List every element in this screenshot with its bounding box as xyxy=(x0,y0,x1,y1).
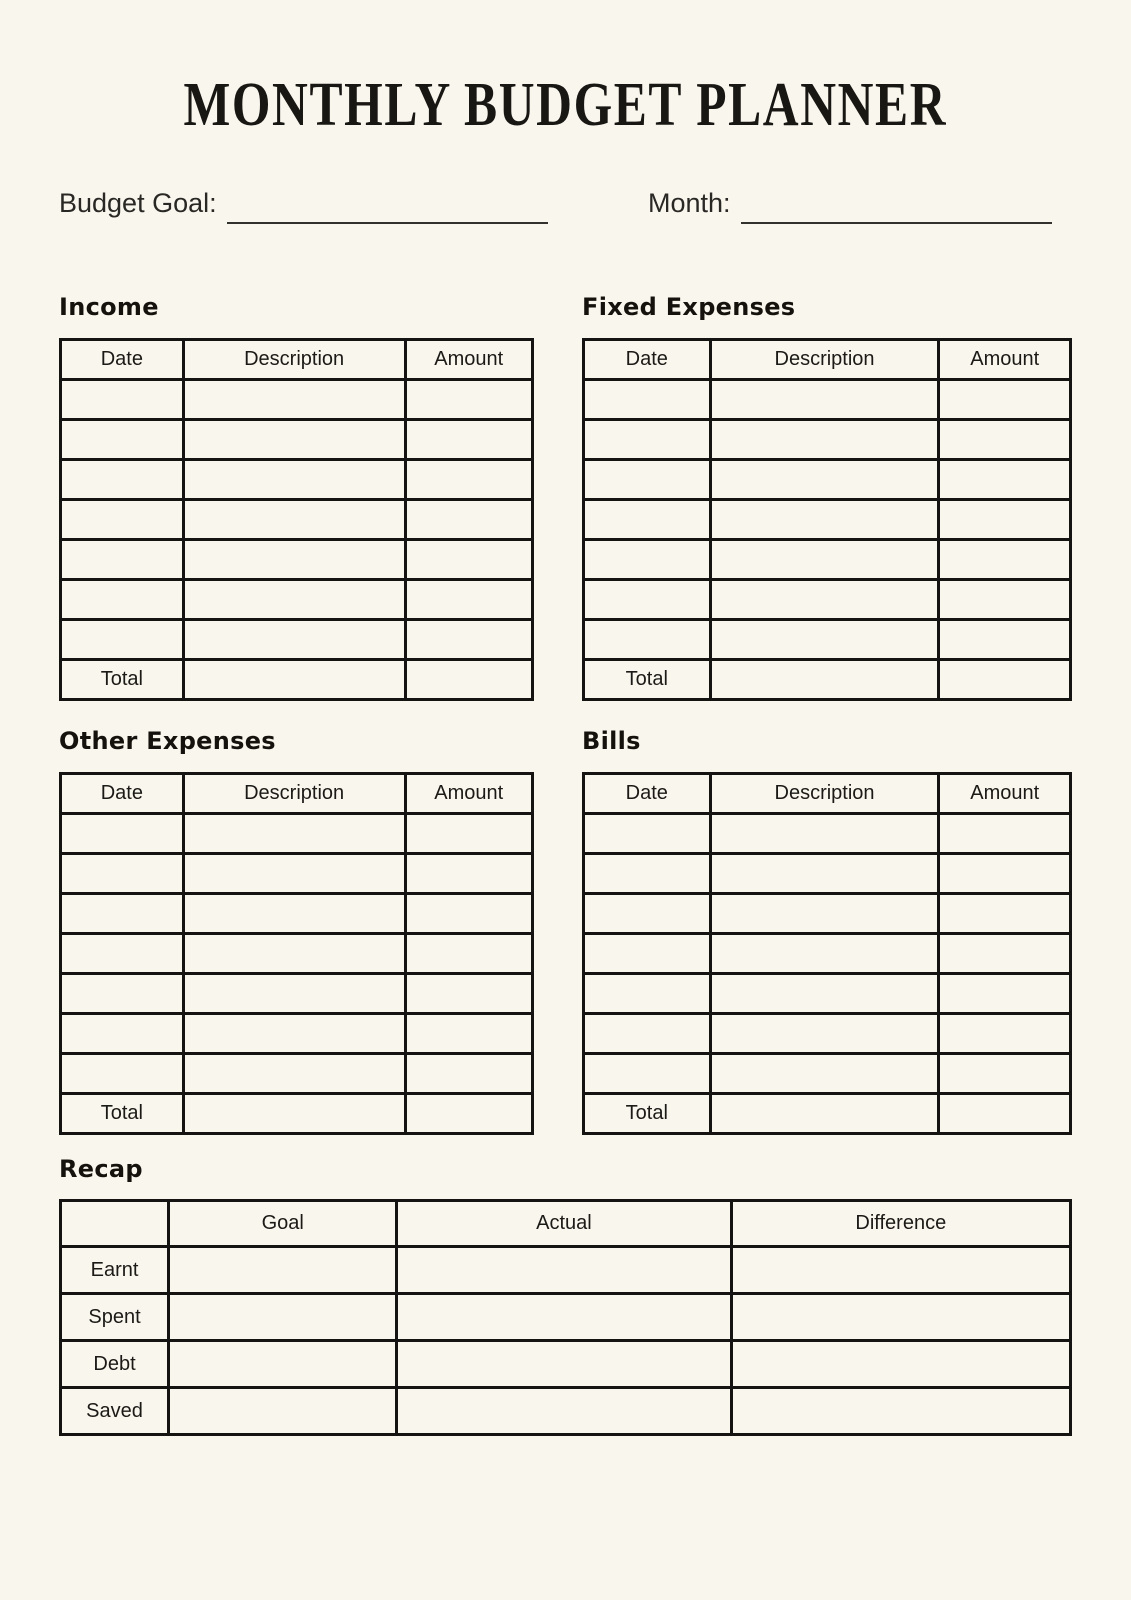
empty-cell xyxy=(183,1053,405,1093)
empty-cell xyxy=(61,933,184,973)
empty-cell xyxy=(61,459,184,499)
empty-row xyxy=(584,619,1071,659)
fixed-expenses-section xyxy=(582,293,1072,701)
empty-row xyxy=(61,379,533,419)
empty-cell xyxy=(405,973,532,1013)
empty-cell xyxy=(584,579,711,619)
total-row xyxy=(61,1093,533,1133)
header-fields xyxy=(59,186,1072,221)
income-section xyxy=(59,293,534,701)
empty-cell xyxy=(939,419,1071,459)
recap-row xyxy=(61,1341,1071,1388)
empty-cell xyxy=(183,579,405,619)
empty-cell xyxy=(405,619,532,659)
column-header-amount: Amount xyxy=(939,339,1071,379)
empty-cell xyxy=(710,1053,939,1093)
empty-cell xyxy=(397,1294,731,1341)
empty-cell xyxy=(939,1053,1071,1093)
empty-cell xyxy=(169,1341,397,1388)
empty-cell xyxy=(939,973,1071,1013)
budget-goal-field xyxy=(59,186,548,221)
empty-cell xyxy=(405,499,532,539)
empty-cell xyxy=(183,1013,405,1053)
empty-row xyxy=(61,459,533,499)
empty-cell xyxy=(939,853,1071,893)
empty-cell xyxy=(939,893,1071,933)
empty-row xyxy=(584,813,1071,853)
empty-cell xyxy=(731,1294,1070,1341)
bills-section-title: Bills xyxy=(582,726,641,755)
empty-cell xyxy=(397,1341,731,1388)
tables-grid xyxy=(59,293,1072,1135)
empty-cell xyxy=(405,459,532,499)
empty-row xyxy=(61,893,533,933)
column-header-amount: Amount xyxy=(405,773,532,813)
empty-cell xyxy=(584,933,711,973)
empty-cell xyxy=(584,539,711,579)
column-header-date: Date xyxy=(61,339,184,379)
recap-corner-cell xyxy=(61,1201,169,1247)
empty-cell xyxy=(939,459,1071,499)
empty-cell xyxy=(939,539,1071,579)
column-header-amount: Amount xyxy=(405,339,532,379)
total-value-cell xyxy=(183,1093,405,1133)
empty-cell xyxy=(61,853,184,893)
empty-cell xyxy=(710,499,939,539)
empty-cell xyxy=(405,379,532,419)
empty-cell xyxy=(183,853,405,893)
recap-row xyxy=(61,1247,1071,1294)
total-label-cell: Total xyxy=(584,1093,711,1133)
empty-cell xyxy=(584,893,711,933)
total-row xyxy=(61,659,533,699)
recap-column-goal: Goal xyxy=(169,1201,397,1247)
empty-cell xyxy=(584,619,711,659)
empty-cell xyxy=(584,853,711,893)
empty-cell xyxy=(731,1341,1070,1388)
empty-cell xyxy=(939,619,1071,659)
empty-cell xyxy=(939,379,1071,419)
empty-cell xyxy=(405,933,532,973)
total-value-cell xyxy=(939,1093,1071,1133)
bills-section xyxy=(582,727,1072,1135)
empty-row xyxy=(61,579,533,619)
empty-cell xyxy=(710,893,939,933)
empty-cell xyxy=(405,813,532,853)
empty-cell xyxy=(61,813,184,853)
column-header-date: Date xyxy=(584,339,711,379)
empty-cell xyxy=(169,1388,397,1435)
empty-cell xyxy=(61,579,184,619)
empty-cell xyxy=(939,933,1071,973)
empty-row xyxy=(61,853,533,893)
total-value-cell xyxy=(405,1093,532,1133)
empty-row xyxy=(61,973,533,1013)
recap-section xyxy=(59,1155,1072,1437)
total-label-cell: Total xyxy=(61,659,184,699)
other-expenses-section xyxy=(59,727,534,1135)
empty-cell xyxy=(710,973,939,1013)
empty-cell xyxy=(939,1013,1071,1053)
recap-row-label: Debt xyxy=(61,1341,169,1388)
income-section-title: Income xyxy=(59,293,159,322)
fixed-expenses-table xyxy=(582,338,1072,701)
month-fill-line xyxy=(741,222,1052,224)
empty-cell xyxy=(710,579,939,619)
empty-row xyxy=(584,1013,1071,1053)
other-expenses-header-row xyxy=(61,773,533,813)
empty-cell xyxy=(731,1247,1070,1294)
empty-row xyxy=(61,539,533,579)
total-row xyxy=(584,1093,1071,1133)
empty-cell xyxy=(584,459,711,499)
empty-cell xyxy=(183,933,405,973)
empty-row xyxy=(584,379,1071,419)
empty-row xyxy=(61,813,533,853)
empty-cell xyxy=(61,973,184,1013)
recap-row xyxy=(61,1388,1071,1435)
column-header-amount: Amount xyxy=(939,773,1071,813)
empty-cell xyxy=(183,813,405,853)
empty-cell xyxy=(397,1388,731,1435)
empty-row xyxy=(584,539,1071,579)
total-value-cell xyxy=(710,659,939,699)
fixed-expenses-header-row xyxy=(584,339,1071,379)
page-title-text: MONTHLY BUDGET PLANNER xyxy=(183,71,948,139)
empty-row xyxy=(61,419,533,459)
empty-cell xyxy=(584,1053,711,1093)
empty-cell xyxy=(169,1247,397,1294)
empty-cell xyxy=(584,1013,711,1053)
empty-cell xyxy=(405,853,532,893)
empty-cell xyxy=(61,619,184,659)
empty-row xyxy=(584,933,1071,973)
empty-cell xyxy=(939,499,1071,539)
empty-row xyxy=(61,1053,533,1093)
empty-row xyxy=(584,893,1071,933)
empty-cell xyxy=(584,973,711,1013)
empty-cell xyxy=(939,579,1071,619)
empty-row xyxy=(61,499,533,539)
recap-row-label: Saved xyxy=(61,1388,169,1435)
empty-cell xyxy=(710,419,939,459)
recap-table xyxy=(59,1199,1072,1436)
recap-header-row xyxy=(61,1201,1071,1247)
empty-row xyxy=(584,1053,1071,1093)
column-header-description: Description xyxy=(183,339,405,379)
empty-cell xyxy=(710,853,939,893)
page-title xyxy=(59,0,1072,139)
empty-cell xyxy=(584,419,711,459)
recap-row xyxy=(61,1294,1071,1341)
empty-cell xyxy=(183,459,405,499)
month-label: Month: xyxy=(648,188,731,218)
empty-cell xyxy=(183,499,405,539)
total-row xyxy=(584,659,1071,699)
empty-cell xyxy=(183,893,405,933)
empty-cell xyxy=(710,933,939,973)
empty-row xyxy=(584,419,1071,459)
empty-row xyxy=(584,499,1071,539)
column-header-date: Date xyxy=(61,773,184,813)
column-header-description: Description xyxy=(183,773,405,813)
empty-cell xyxy=(710,1013,939,1053)
empty-cell xyxy=(710,619,939,659)
empty-cell xyxy=(61,893,184,933)
column-header-description: Description xyxy=(710,339,939,379)
empty-cell xyxy=(183,619,405,659)
income-header-row xyxy=(61,339,533,379)
total-label-cell: Total xyxy=(584,659,711,699)
empty-cell xyxy=(731,1388,1070,1435)
total-value-cell xyxy=(405,659,532,699)
other-expenses-section-title: Other Expenses xyxy=(59,726,276,755)
empty-cell xyxy=(61,1013,184,1053)
empty-cell xyxy=(61,499,184,539)
budget-goal-label: Budget Goal: xyxy=(59,188,217,218)
empty-cell xyxy=(183,973,405,1013)
empty-row xyxy=(584,853,1071,893)
recap-column-actual: Actual xyxy=(397,1201,731,1247)
empty-cell xyxy=(183,419,405,459)
empty-cell xyxy=(405,539,532,579)
recap-column-difference: Difference xyxy=(731,1201,1070,1247)
empty-cell xyxy=(584,499,711,539)
empty-cell xyxy=(61,379,184,419)
empty-cell xyxy=(169,1294,397,1341)
recap-row-label: Spent xyxy=(61,1294,169,1341)
bills-header-row xyxy=(584,773,1071,813)
empty-cell xyxy=(710,539,939,579)
empty-row xyxy=(61,1013,533,1053)
empty-cell xyxy=(710,459,939,499)
empty-cell xyxy=(405,893,532,933)
total-value-cell xyxy=(183,659,405,699)
empty-cell xyxy=(61,1053,184,1093)
empty-cell xyxy=(710,813,939,853)
empty-cell xyxy=(710,379,939,419)
bills-table xyxy=(582,772,1072,1135)
empty-cell xyxy=(405,1053,532,1093)
column-header-description: Description xyxy=(710,773,939,813)
income-table xyxy=(59,338,534,701)
empty-cell xyxy=(405,419,532,459)
column-header-date: Date xyxy=(584,773,711,813)
empty-row xyxy=(61,933,533,973)
recap-row-label: Earnt xyxy=(61,1247,169,1294)
empty-cell xyxy=(183,539,405,579)
total-label-cell: Total xyxy=(61,1093,184,1133)
empty-row xyxy=(584,459,1071,499)
empty-cell xyxy=(584,379,711,419)
month-field xyxy=(648,186,1052,221)
empty-cell xyxy=(61,539,184,579)
empty-cell xyxy=(405,1013,532,1053)
budget-goal-fill-line xyxy=(227,222,548,224)
empty-row xyxy=(584,579,1071,619)
empty-cell xyxy=(397,1247,731,1294)
total-value-cell xyxy=(710,1093,939,1133)
other-expenses-table xyxy=(59,772,534,1135)
total-value-cell xyxy=(939,659,1071,699)
empty-cell xyxy=(405,579,532,619)
empty-row xyxy=(584,973,1071,1013)
empty-cell xyxy=(61,419,184,459)
recap-section-title: Recap xyxy=(59,1154,143,1183)
empty-row xyxy=(61,619,533,659)
fixed-expenses-section-title: Fixed Expenses xyxy=(582,293,796,322)
empty-cell xyxy=(939,813,1071,853)
empty-cell xyxy=(584,813,711,853)
empty-cell xyxy=(183,379,405,419)
